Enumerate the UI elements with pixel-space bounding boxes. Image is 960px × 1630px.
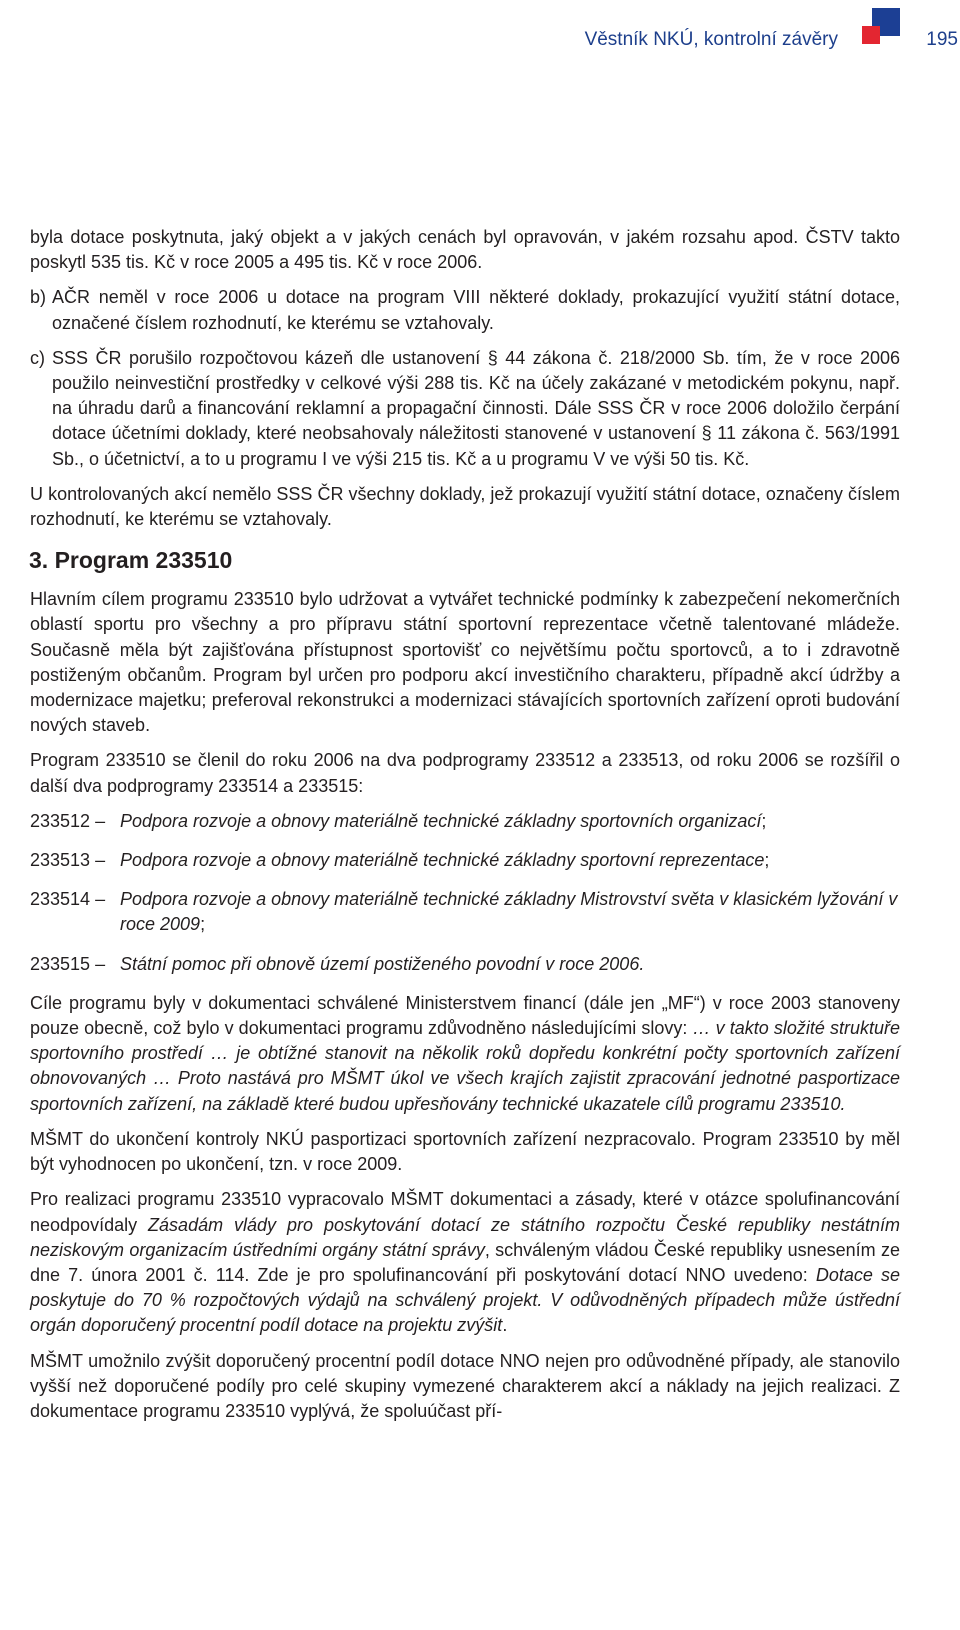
goals-documentation-lead: Cíle programu byly v dokumentaci schválené Ministerstvem financí (dále jen „MF“) v roce 2003 stanoveny pouze obecně, což bylo v dokumentaci programu zdůvodněno následujícími slovy: bbox=[30, 992, 900, 1039]
subprogram-item bbox=[30, 848, 900, 873]
principles-text-1: Pro realizaci programu 233510 vypracovalo MŠMT dokumentaci a zásady, které v otázce spolufinancování neodpovídaly bbox=[30, 1189, 900, 1235]
running-header-title: Věstník NKÚ, kontrolní závěry bbox=[584, 29, 838, 50]
list-item-text: SSS ČR porušilo rozpočtovou kázeň dle ustanovení § 44 zákona č. 218/2000 Sb. tím, že v roce 2006 použilo neinvestiční prostředky v celkové výši 288 tis. Kč na účely zakázané v metodickém pokynu, např. na úhradu darů a financování reklamní a propagační činnosti. Dále SSS ČR v roce 2006 doložilo čerpání dotace účetními doklady, které neobsahovaly náležitosti stanovené v ustanovení § 11 zákona č. 563/1991 Sb., o účetnictví, a to u programu I ve výši 215 tis. Kč a u programu V ve výši 50 tis. Kč. bbox=[52, 347, 900, 469]
paragraph-goals-documentation bbox=[30, 991, 900, 1117]
paragraph-last: MŠMT umožnilo zvýšit doporučený procentní podíl dotace NNO nejen pro odůvodněné případy, ale stanovilo vyšší než doporučené podíly pro celé skupiny vymezené charakterem akcí a náklady na jejich realizaci. Z dokumentace programu 233510 vyplývá, že spoluúčast pří- bbox=[30, 1350, 900, 1421]
subprogram-item bbox=[30, 952, 900, 977]
paragraph-program-split: Program 233510 se členil do roku 2006 na dva podprogramy 233512 a 233513, od roku 2006 se rozšířil o další dva podprogramy 233514 a 233515: bbox=[30, 750, 900, 796]
subprogram-end: ; bbox=[200, 914, 206, 935]
subprogram-code: 233513 – bbox=[30, 850, 106, 871]
subprogram-code: 233514 – bbox=[30, 889, 106, 910]
principles-italic-2: Dotace se poskytuje do 70 % rozpočtových výdajů na schválený projekt. V odůvodněných případech může ústřední orgán doporučený procentní podíl dotace na projektu zvýšit bbox=[30, 1264, 901, 1336]
page-header bbox=[0, 0, 960, 90]
principles-text-3: . bbox=[502, 1315, 508, 1336]
list-item-text: AČR neměl v roce 2006 u dotace na program VIII některé doklady, prokazující využití státní dotace, označené číslem rozhodnutí, ke kterému se vztahovaly. bbox=[52, 287, 900, 333]
list-item-c bbox=[30, 346, 900, 472]
logo-red-square bbox=[862, 26, 880, 44]
nku-logo-icon bbox=[862, 8, 900, 46]
principles-text-2: , schváleným vládou České republiky usnesením ze dne 7. února 2001 č. 114. Zde je pro spolufinancování při poskytování dotací NNO uvedeno: bbox=[30, 1239, 900, 1285]
paragraph-msmt-pasportization: MŠMT do ukončení kontroly NKÚ pasportizaci sportovních zařízení nezpracovalo. Program 233510 by měl být vyhodnocen po ukončení, tzn. v roce 2009. bbox=[30, 1128, 900, 1175]
subprogram-code: 233515 – bbox=[30, 953, 106, 974]
subprogram-end: ; bbox=[764, 850, 770, 871]
subprogram-title: Státní pomoc při obnově území postiženého povodní v roce 2006. bbox=[120, 953, 645, 974]
principles-italic-1: Zásadám vlády pro poskytování dotací ze státního rozpočtu České republiky nestátním neziskovým organizacím ústředními orgány státní správy bbox=[30, 1214, 900, 1260]
paragraph-principles bbox=[30, 1187, 900, 1338]
list-item-letter: c) bbox=[30, 347, 45, 368]
subprogram-item bbox=[30, 809, 900, 834]
section-heading: 3. Program 233510 bbox=[29, 547, 233, 574]
list-item-b bbox=[30, 285, 900, 335]
paragraph-intro: byla dotace poskytnuta, jaký objekt a v jakých cenách byl opravován, v jakém rozsahu apod. ČSTV takto poskytl 535 tis. Kč v roce 2005 a 495 tis. Kč v roce 2006. bbox=[30, 227, 900, 273]
goals-documentation-quote: … v takto složité struktuře sportovního prostředí … je obtížné stanovit na několik roků dopředu konkrétní počty sportovních zařízení obnovovaných … Proto nastává pro MŠMT úkol ve všech krajích zajistit zpracování jednotné pasportizace sportovních zařízení, na základě které budou upřesňovány technické ukazatele cílů programu 233510. bbox=[30, 1018, 900, 1114]
subprogram-code: 233512 – bbox=[30, 810, 106, 831]
page-number: 195 bbox=[926, 29, 958, 50]
list-item-letter: b) bbox=[30, 287, 47, 308]
subprogram-item bbox=[30, 887, 900, 937]
subprogram-title: Podpora rozvoje a obnovy materiálně technické základny Mistrovství světa v klasickém lyžování v roce 2009 bbox=[120, 889, 898, 935]
subprogram-title: Podpora rozvoje a obnovy materiálně technické základny sportovních organizací bbox=[120, 810, 762, 831]
subprogram-title: Podpora rozvoje a obnovy materiálně technické základny sportovní reprezentace bbox=[120, 850, 765, 871]
paragraph-program-goal: Hlavním cílem programu 233510 bylo udržovat a vytvářet technické podmínky k zabezpečení nekomerčních oblastí sportu pro všechny a pro přípravu státní sportovní reprezentace včetně talentované mládeže. Současně měla být zajišťována přístupnost sportovišť co největšímu počtu sportovců, a to i zdravotně postiženým občanům. Program byl určen pro podporu akcí investičního charakteru, případně akcí údržby a modernizace majetku; preferoval rekonstrukci a modernizaci stávajících sportovních zařízení oproti budování nových staveb. bbox=[30, 589, 900, 736]
subprogram-end: ; bbox=[761, 810, 767, 831]
paragraph-ssscr: U kontrolovaných akcí nemělo SSS ČR všechny doklady, jež prokazují využití státní dotace, označeny číslem rozhodnutí, ke kterému se vztahovaly. bbox=[30, 483, 900, 530]
document-body bbox=[30, 225, 900, 1434]
